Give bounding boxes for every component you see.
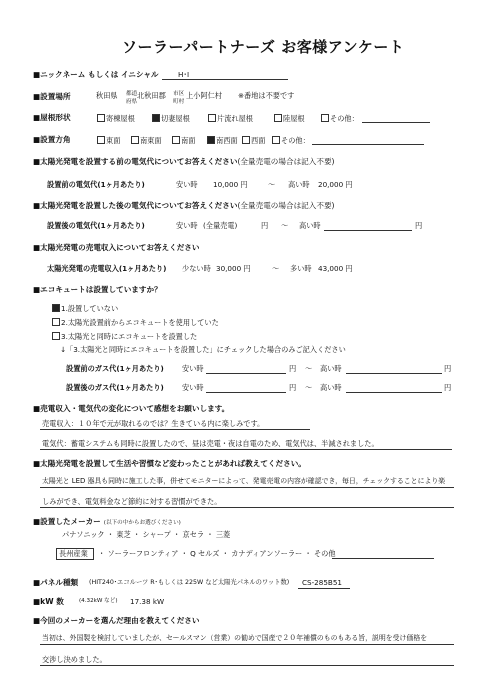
maker-other-underline [332,558,434,559]
panel-value: CS-285B51 [302,578,342,587]
maker-heading: ■設置したメーカー (以下の中からお選びください) [33,517,181,526]
gas-after-low-label: 安い時 [182,383,204,392]
after-label: 設置後の電気代(1ヶ月あたり) [47,221,145,230]
gas-before-low-underline [206,373,286,374]
gas-before-label: 設置前のガス代(1ヶ月あたり) [66,364,164,373]
life-line-1: 太陽光と LED 器具も同時に施工した事，併せてモニターによって、発電売電の内容が確認でき，毎日，チェックすることにより楽 [42,477,446,485]
direction-option-2[interactable]: 南東面 [131,136,162,144]
nickname-label: ■ニックネーム もしくは イニシャル [33,70,159,79]
checkbox-checked-icon [152,114,160,122]
impression-line-1: 売電収入：１０年で元が取れるのでは？生きている内に楽しみです。 [42,419,265,428]
location-pref-unit2: 府県 [126,99,138,105]
after-low-label: 安い時 [176,221,198,230]
sales-low-label: 少ない時 [182,264,211,273]
location-note: ※番地は不要です [238,91,295,100]
impression-heading: ■売電収入・電気代の変化について感想をお願いします。 [33,404,230,413]
sales-label: 太陽光発電の売電収入(1ヶ月あたり) [47,264,167,273]
location-prefecture: 秋田県 [96,91,118,100]
sales-low-value: 30,000 円 [216,264,251,273]
checkbox-icon [131,136,139,144]
direction-option-1[interactable]: 東面 [97,136,120,144]
checkbox-icon [97,114,105,122]
checkbox-checked-icon [52,304,60,312]
location-county-unit: 市区 [173,91,185,97]
roof-option-2[interactable]: 切妻屋根 [152,114,190,122]
checkbox-icon [97,136,105,144]
sales-high-value: 43,000 円 [318,264,353,273]
before-high-label: 高い時 [288,180,310,189]
checkbox-icon [274,114,282,122]
checkbox-checked-icon [207,136,215,144]
impression-underline-1 [40,429,310,430]
gas-after-low-underline [206,392,286,393]
kw-label: ■kW 数 [33,597,64,606]
gas-after-high-underline [346,392,442,393]
life-underline-2 [40,507,454,508]
roof-option-4[interactable]: 陸屋根 [274,114,305,122]
nickname-value: H･I [178,70,190,79]
gas-after-tilde: ～ [305,383,313,392]
gas-before-yen-1: 円 [289,364,297,373]
checkbox-icon [52,332,60,340]
after-yen-2: 円 [415,221,423,230]
after-high-underline [324,230,412,231]
location-county-unit2: 町村 [173,99,185,105]
sales-tilde: ～ [272,264,280,273]
impression-underline-2 [40,449,452,450]
after-tilde: ～ [281,221,289,230]
direction-other-underline [312,144,424,145]
roof-label: ■屋根形状 [33,113,71,122]
before-tilde: ～ [268,180,276,189]
impression-line-2: 電気代：蓄電システムも同時に設置したので、昼は売電・夜は自電のため、電気代は、半減されました。 [42,439,379,448]
direction-label: ■設置方角 [33,135,71,144]
reason-underline-2 [40,665,454,666]
direction-option-3[interactable]: 南面 [172,136,195,144]
direction-option-6[interactable]: その他： [272,136,310,144]
roof-other-underline [362,122,430,123]
checkbox-icon [172,136,180,144]
kw-note: (4.32kW など) [79,598,118,604]
before-low-label: 安い時 [176,180,198,189]
after-yen-1: 円 [261,221,269,230]
ecocute-option-3[interactable]: 3.太陽光と同時にエコキュートを設置した [52,332,197,340]
gas-before-yen-2: 円 [444,364,452,373]
nickname-underline [162,79,288,80]
after-heading: ■太陽光発電を設置した後の電気代についてお答えください(全量売電の場合は記入不要) [33,201,335,210]
location-label: ■設置場所 [33,92,71,101]
reason-line-1: 当初は、外国製を検討していましたが、セールスマン（営業）の勧めで国産で２０年補償のものもある旨，説明を受け価格を [42,634,428,642]
sales-heading: ■太陽光発電の売電収入についてお答えください [33,243,200,252]
gas-after-high-label: 高い時 [320,383,342,392]
page-title: ソーラーパートナーズ お客様アンケート [122,38,405,56]
gas-after-yen-2: 円 [444,383,452,392]
maker-row-2: ・ ソーラーフロンティア ・ Q セルズ ・ カナディアンソーラー ・ その他 [98,549,336,558]
gas-before-high-underline [346,373,442,374]
kw-value: 17.38 kW [130,597,165,606]
panel-label: ■パネル種類 [33,578,79,587]
location-town: 上小阿仁村 [186,91,222,100]
location-pref-unit: 都道 [126,91,138,97]
gas-after-label: 設置後のガス代(1ヶ月あたり) [66,383,164,392]
after-low-value: (全量売電) [203,221,238,230]
before-label: 設置前の電気代(1ヶ月あたり) [47,180,145,189]
checkbox-icon [272,136,280,144]
checkbox-icon [208,114,216,122]
reason-line-2: 交渉し決めました。 [42,655,107,664]
maker-selected: 長州産業 [59,549,88,558]
ecocute-option-2[interactable]: 2.太陽光設置前からエコキュートを使用していた [52,318,219,326]
panel-note: (HIT240･エコルーツ R･もしくは 225W など太陽光パネルのワット数) [89,579,290,586]
gas-after-yen-1: 円 [289,383,297,392]
life-heading: ■太陽光発電を設置して生活や習慣など変わったことがあれば教えてください。 [33,459,306,468]
panel-underline [298,588,350,589]
after-high-label: 高い時 [299,221,321,230]
maker-row-1: パナソニック ・ 東芝 ・ シャープ ・ 京セラ ・ 三菱 [62,530,231,539]
roof-option-1[interactable]: 寄棟屋根 [97,114,135,122]
location-county: 北秋田郡 [137,91,166,100]
direction-option-5[interactable]: 西面 [242,136,265,144]
before-high-value: 20,000 円 [318,180,353,189]
before-low-value: 10,000 円 [213,180,248,189]
gas-before-high-label: 高い時 [320,364,342,373]
ecocute-option-1[interactable]: 1.設置していない [52,304,118,312]
roof-option-5[interactable]: その他： [321,114,359,122]
checkbox-icon [321,114,329,122]
reason-heading: ■今回のメーカーを選んだ理由を教えてください [33,616,200,625]
before-heading: ■太陽光発電を設置する前の電気代についてお答えください(全量売電の場合は記入不要) [33,157,335,166]
checkbox-icon [52,318,60,326]
roof-option-3[interactable]: 片流れ屋根 [208,114,253,122]
direction-option-4[interactable]: 南西面 [207,136,238,144]
ecocute-note: ↓「3.太陽光と同時にエコキュートを設置した」にチェックした場合のみご記入ください [60,345,346,354]
life-line-2: しみができ、電気料金など節約に対する習慣ができた。 [42,497,222,506]
gas-before-tilde: ～ [305,364,313,373]
life-underline-1 [40,487,454,488]
reason-underline-1 [40,644,454,645]
sales-high-label: 多い時 [290,264,312,273]
ecocute-heading: ■エコキュートは設置していますか？ [33,285,162,294]
checkbox-icon [242,136,250,144]
gas-before-low-label: 安い時 [182,364,204,373]
